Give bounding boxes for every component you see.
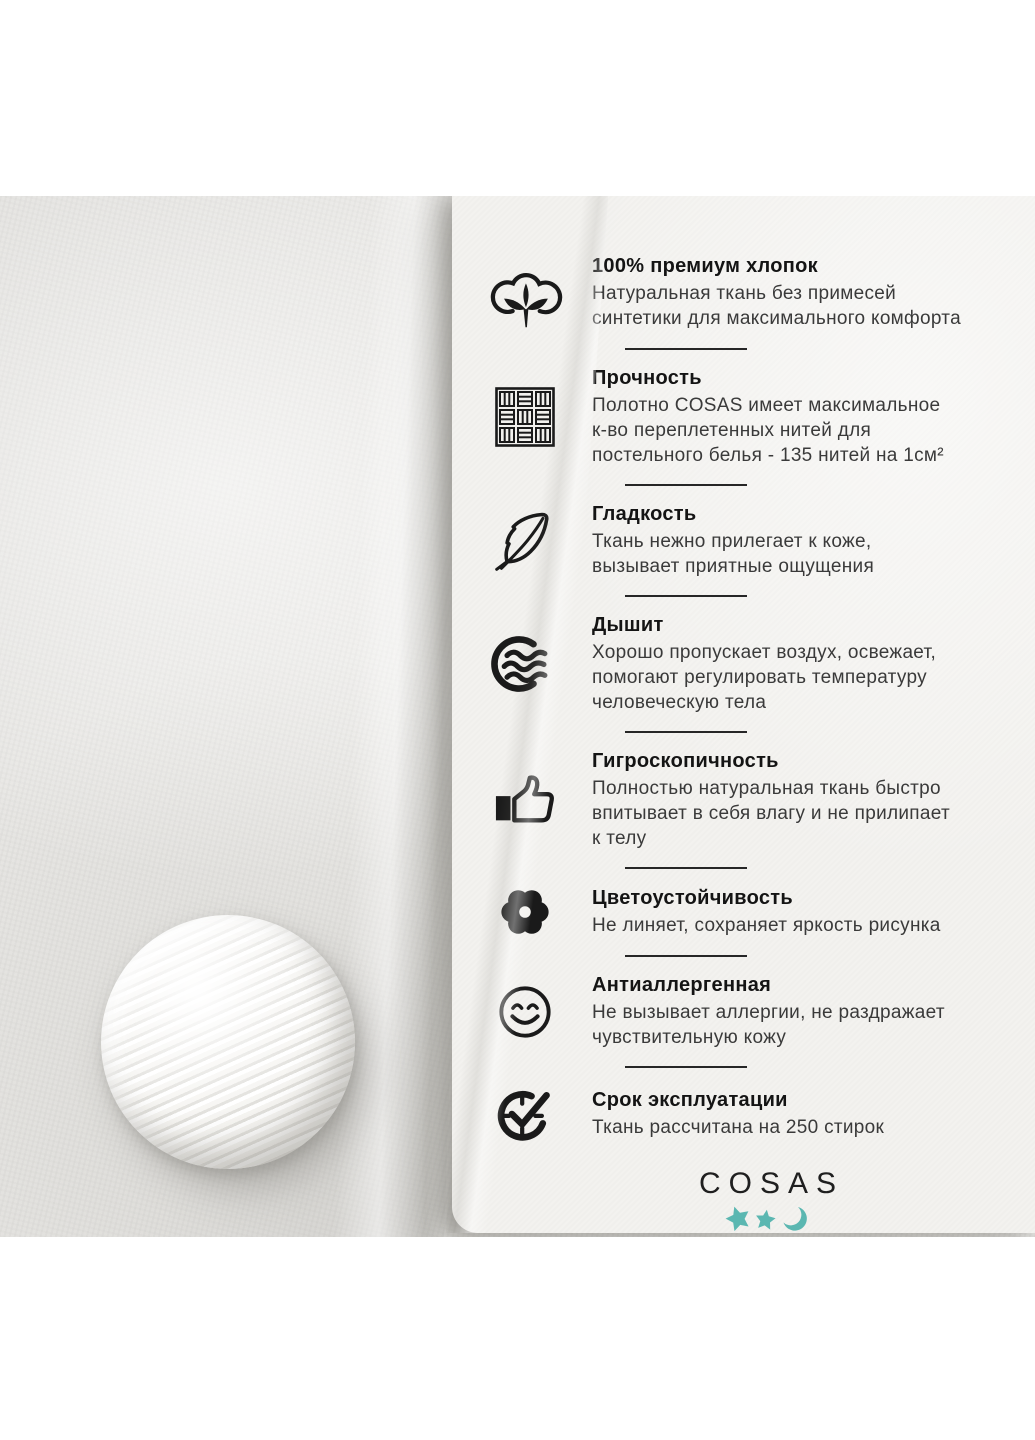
feature-text — [592, 886, 990, 938]
star-icon — [724, 1204, 753, 1232]
divider — [625, 595, 747, 597]
feature-row — [485, 973, 990, 1050]
feature-text — [592, 1088, 990, 1140]
feature-text — [592, 254, 990, 331]
info-card — [452, 196, 1035, 1233]
feature-title: Гладкость — [592, 503, 697, 525]
fabric-button — [101, 915, 355, 1169]
clock-check-icon — [485, 1084, 565, 1144]
feature-text — [592, 502, 990, 579]
feature-row — [485, 1084, 990, 1144]
weave-icon — [485, 385, 565, 449]
fabric-photo — [0, 196, 1035, 1237]
divider — [625, 867, 747, 869]
feature-title: Прочность — [592, 367, 702, 389]
thumbs-up-icon — [485, 771, 565, 829]
feature-description: Полотно COSAS имеет максимальное к-во переплетенных нитей для постельного белья - 135 нитей на 1см² — [592, 395, 944, 466]
feature-row — [485, 885, 990, 939]
cotton-icon — [485, 252, 565, 332]
feature-row — [485, 366, 990, 468]
divider — [625, 955, 747, 957]
feature-description: Хорошо пропускает воздух, освежает, помогают регулировать температуру человеческую тела — [592, 642, 937, 713]
feature-title: Дышит — [592, 614, 664, 636]
feature-description: Ткань нежно прилегает к коже, вызывает приятные ощущения — [592, 531, 875, 577]
divider — [625, 731, 747, 733]
feature-description: Не линяет, сохраняет яркость рисунка — [592, 915, 941, 936]
logo-symbols — [545, 1204, 990, 1237]
divider — [625, 1066, 747, 1068]
divider — [625, 348, 747, 350]
feature-description: Ткань рассчитана на 250 стирок — [592, 1117, 885, 1138]
feature-text — [592, 366, 990, 468]
feature-row — [485, 749, 990, 851]
feature-description: Натуральная ткань без примесей синтетики для максимального комфорта — [592, 282, 961, 329]
feather-icon — [485, 507, 565, 575]
feature-title: Гигроскопичность — [592, 750, 779, 772]
brand-name: COSAS — [698, 1167, 845, 1200]
feature-text — [592, 613, 990, 715]
feature-text — [592, 749, 990, 851]
feature-title: 100% премиум хлопок — [592, 254, 818, 277]
feature-row — [485, 252, 990, 332]
feature-title: Цветоустойчивость — [592, 887, 793, 909]
feature-description: Не вызывает аллергии, не раздражает чувствительную кожу — [592, 1002, 945, 1048]
flower-icon — [485, 885, 565, 939]
feature-row — [485, 502, 990, 579]
feature-row — [485, 613, 990, 715]
star-icon — [754, 1208, 776, 1230]
feature-title: Срок эксплуатации — [592, 1089, 788, 1111]
crescent-moon-icon — [783, 1207, 806, 1231]
feature-title: Антиаллергенная — [592, 974, 772, 996]
feature-description: Полностью натуральная ткань быстро впитывает в себя влагу и не прилипает к телу — [592, 778, 950, 849]
feature-text — [592, 973, 990, 1050]
airflow-icon — [485, 633, 565, 695]
divider — [625, 484, 747, 486]
brand-logo — [485, 1168, 990, 1237]
smiley-icon — [485, 984, 565, 1040]
